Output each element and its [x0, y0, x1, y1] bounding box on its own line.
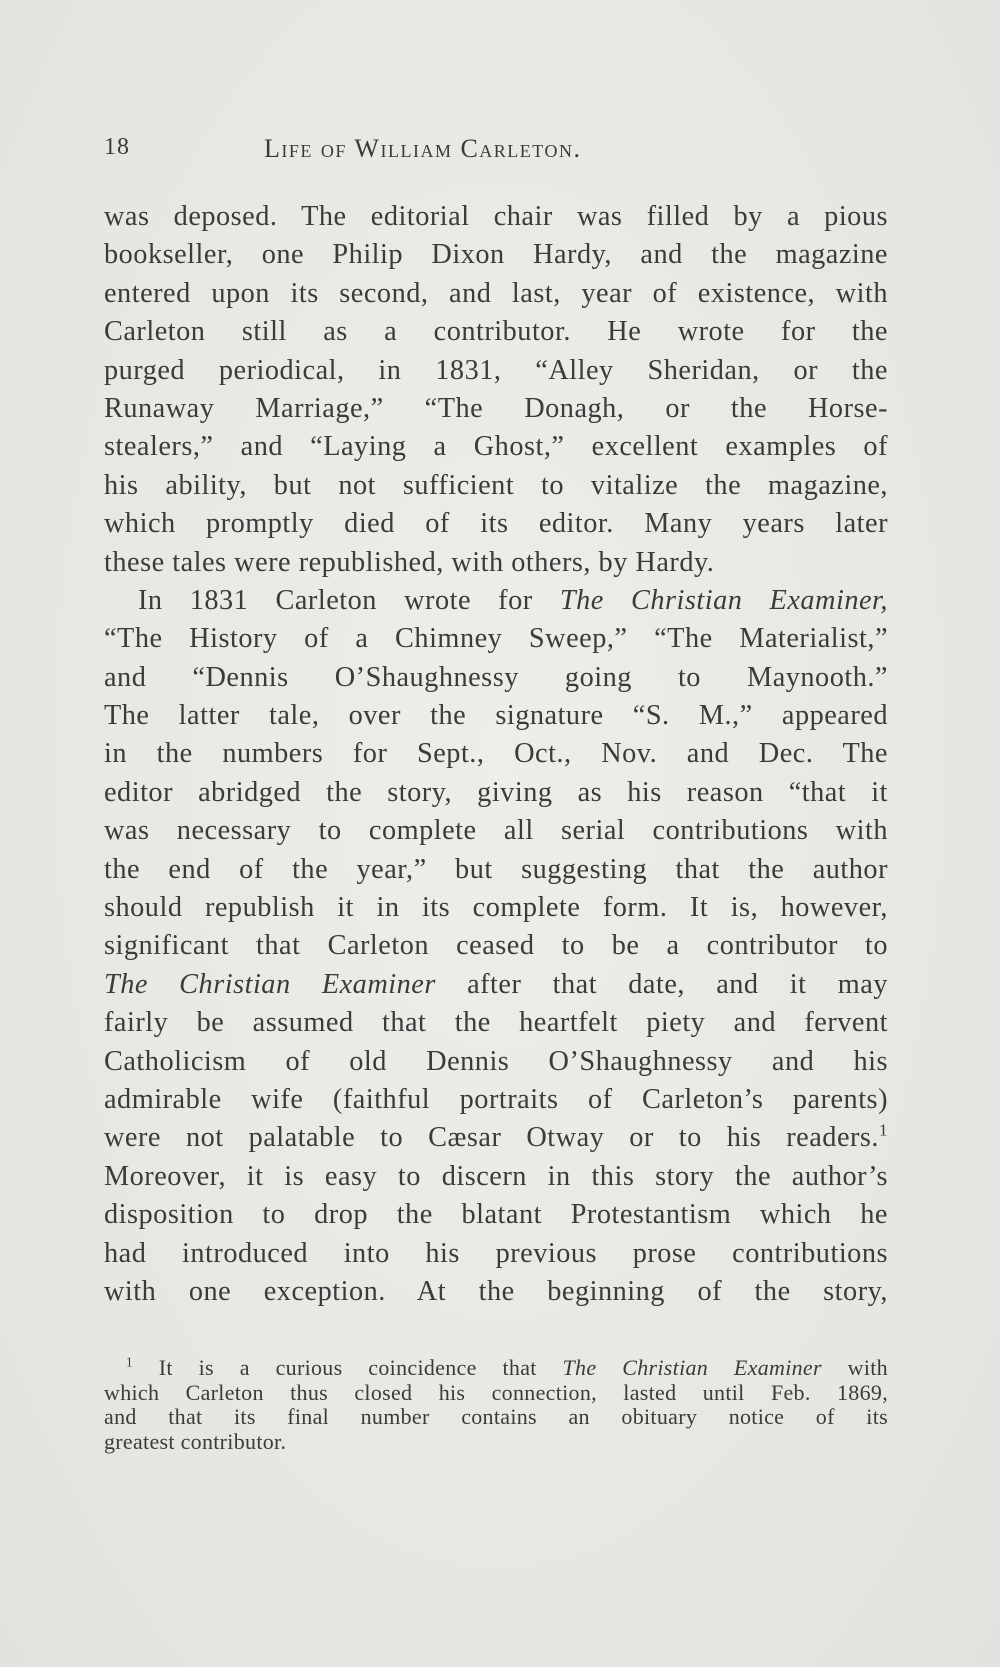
footnote-marker: 1 [126, 1354, 133, 1370]
footnote-line: which Carleton thus closed his connection, lasted until Feb. 1869, [104, 1379, 888, 1405]
text-line: purged periodical, in 1831, “Alley Sheridan, or the [104, 354, 888, 386]
text-line: entered upon its second, and last, year of existence, with [104, 277, 888, 309]
text-line [104, 582, 888, 620]
periodical-title: The Christian Examiner [562, 1355, 822, 1380]
text-line: the end of the year,” but suggesting that the author [104, 853, 888, 885]
text-segment: with [821, 1355, 888, 1380]
footnote-line [104, 1356, 888, 1381]
text-line [104, 1119, 888, 1157]
footnote-line: greatest contributor. [104, 1428, 287, 1454]
text-line: The latter tale, over the signature “S. M.,” appeared [104, 700, 888, 732]
text-segment: after that date, and it may [435, 968, 888, 1000]
text-line: fairly be assumed that the heartfelt piety and fervent [104, 1007, 888, 1039]
page-number: 18 [104, 134, 130, 160]
text-line: and “Dennis O’Shaughnessy going to Maynooth.” [104, 661, 888, 693]
footnote-reference: 1 [879, 1120, 888, 1140]
text-line [104, 966, 888, 1004]
text-line: Carleton still as a contributor. He wrote for the [104, 316, 888, 348]
text-line: his ability, but not sufficient to vitalize the magazine, [104, 469, 888, 501]
text-line: Runaway Marriage,” “The Donagh, or the Horse- [104, 392, 888, 424]
text-line: these tales were republished, with others, by Hardy. [104, 546, 715, 578]
text-line: “The History of a Chimney Sweep,” “The Materialist,” [104, 623, 888, 655]
text-line: Catholicism of old Dennis O’Shaughnessy and his [104, 1045, 888, 1077]
body-text [104, 198, 888, 1311]
periodical-title: The Christian Examiner, [559, 584, 888, 616]
running-title: Life of William Carleton. [264, 134, 582, 163]
footnote-line: and that its final number contains an obituary notice of its [104, 1404, 888, 1429]
text-line: in the numbers for Sept., Oct., Nov. and Dec. The [104, 738, 888, 770]
text-line: was deposed. The editorial chair was filled by a pious [104, 201, 888, 232]
text-line: should republish it in its complete form. It is, however, [104, 892, 888, 924]
text-line: had introduced into his previous prose contributions [104, 1237, 888, 1269]
text-line: which promptly died of its editor. Many years later [104, 508, 888, 540]
text-line: stealers,” and “Laying a Ghost,” excellent examples of [104, 431, 888, 463]
text-line: admirable wife (faithful portraits of Carleton’s parents) [104, 1083, 888, 1115]
text-line: significant that Carleton ceased to be a contributor to [104, 930, 888, 962]
text-line: disposition to drop the blatant Protestantism which he [104, 1199, 888, 1231]
text-line: was necessary to complete all serial contributions with [104, 815, 888, 847]
periodical-title: The Christian Examiner [104, 968, 436, 1000]
text-segment: were not palatable to Cæsar Otway or to his readers. [104, 1122, 880, 1154]
text-segment: In 1831 Carleton wrote for [138, 584, 560, 616]
text-line: bookseller, one Philip Dixon Hardy, and the magazine [104, 239, 888, 271]
running-head [104, 134, 864, 174]
text-segment: It is a curious coincidence that [132, 1355, 563, 1380]
text-line: Moreover, it is easy to discern in this story the author’s [104, 1160, 888, 1192]
footnote [104, 1356, 888, 1454]
text-line: editor abridged the story, giving as his reason “that it [104, 776, 888, 808]
text-line: with one exception. At the beginning of the story, [104, 1275, 888, 1307]
